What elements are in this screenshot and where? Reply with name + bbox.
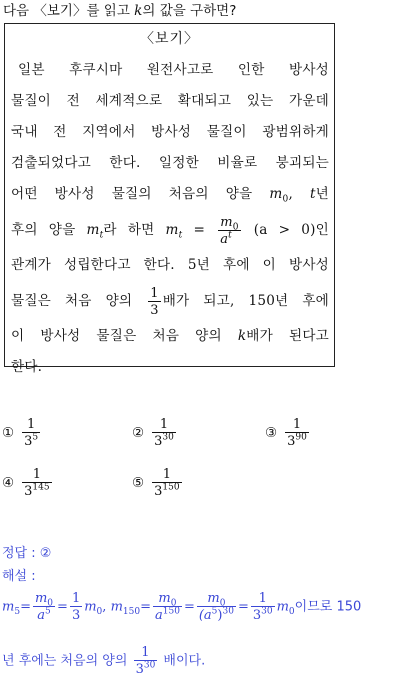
formula-eq: = xyxy=(182,222,217,238)
choice-5-exp: 150 xyxy=(162,482,180,493)
sol-frac-3-num: m xyxy=(158,591,171,606)
box-line-6-b: 라 하면 xyxy=(103,222,166,238)
sol-frac-1-num: m xyxy=(34,591,48,606)
var-m0: m xyxy=(269,186,283,202)
one-third-den: 3 xyxy=(150,302,159,318)
sol-eq-2: = xyxy=(57,599,68,615)
formula-den-sup: t xyxy=(228,230,232,241)
choice-5-mark: ⑤ xyxy=(132,475,145,491)
sol-frac-3 xyxy=(153,592,182,622)
choice-3-exp: 90 xyxy=(295,432,307,443)
box-line-1-text: 일본 후쿠시마 원전사고로 인한 방사성 xyxy=(18,62,329,78)
box-line-6-c: 인 xyxy=(315,222,329,238)
sol-line-2-fraction xyxy=(134,646,158,676)
explanation-label: 해설 : xyxy=(2,569,36,584)
sol-frac-4-den: (a xyxy=(198,608,212,623)
box-line-9-a: 이 방사성 물질은 처음 양의 xyxy=(11,328,238,344)
sol-frac-4-den-sup: 30 xyxy=(222,606,234,617)
sol-line-2-den: 3 xyxy=(135,662,144,677)
sol-eq-5: = xyxy=(237,599,249,615)
sol-m0: m xyxy=(84,599,97,615)
var-mt-sub: t xyxy=(99,230,104,241)
sol-tail-sub: 0 xyxy=(288,607,295,618)
sol-frac-4-den-close: ) xyxy=(217,608,223,623)
choice-2-num: 1 xyxy=(159,417,169,432)
box-line-5-b: , xyxy=(288,186,310,202)
sol-line-2-b: 배이다. xyxy=(159,653,206,669)
box-line-6 xyxy=(11,210,329,250)
choice-4[interactable] xyxy=(2,468,54,498)
choice-2[interactable] xyxy=(132,418,178,448)
sol-frac-3-den: a xyxy=(154,608,163,623)
solution-line-2 xyxy=(2,646,205,676)
sol-eq-4: = xyxy=(183,599,195,615)
sol-frac-1-den-sup: 5 xyxy=(45,606,51,617)
sol-line-2-den-sup: 30 xyxy=(143,660,156,671)
box-line-5-a: 어떤 방사성 물질의 처음의 양을 xyxy=(11,186,270,202)
choice-5-fraction xyxy=(152,468,181,498)
sol-frac-2-den: 3 xyxy=(71,608,81,623)
formula-condition: (a > 0) xyxy=(253,222,316,238)
var-t: t xyxy=(309,186,316,202)
box-line-5-c: 년 xyxy=(315,186,329,202)
solution-line-1 xyxy=(2,592,400,622)
box-line-9-b: 배가 된다고 xyxy=(246,328,329,344)
formula-lhs-sub: t xyxy=(178,230,183,241)
choice-3[interactable] xyxy=(265,418,311,448)
sol-frac-4-num: m xyxy=(207,591,220,606)
question-var-k: k xyxy=(134,3,143,19)
choice-4-fraction xyxy=(22,468,51,498)
choice-2-fraction xyxy=(152,418,176,448)
one-third-fraction xyxy=(148,287,160,317)
box-line-5 xyxy=(11,179,329,210)
choice-3-base: 3 xyxy=(287,434,296,449)
sol-comma: , xyxy=(102,599,107,615)
var-mt: m xyxy=(86,222,100,238)
box-line-3: 국내 전 지역에서 방사성 물질이 광범위하게 xyxy=(11,124,329,140)
sol-frac-5: $\frac{1}{3^{30}}$ xyxy=(252,591,273,623)
sol-m0-sub: 0 xyxy=(96,607,103,618)
box-line-8-a: 물질은 처음 양의 xyxy=(11,293,147,309)
formula-den: a xyxy=(220,231,229,247)
box-title: 〈보기〉 xyxy=(139,31,200,47)
sol-frac-2-num: 1 xyxy=(71,591,81,606)
choice-1[interactable] xyxy=(2,418,42,448)
box-line-2: 물질이 전 세계적으로 확대되고 있는 가운데 xyxy=(11,93,329,109)
sol-frac-5-den-sup: 30 xyxy=(261,606,273,617)
sol-frac-5-num: 1 xyxy=(258,591,267,606)
box-line-7: 관계가 성립한다고 한다. 5년 후에 이 방사성 xyxy=(11,257,329,273)
sol-frac-4 xyxy=(197,592,236,622)
var-k: k xyxy=(237,328,247,344)
sol-frac-1-den: a xyxy=(37,608,46,623)
box-line-8 xyxy=(11,281,329,321)
reading-box xyxy=(4,23,335,375)
sol-line-2-a: 년 후에는 처음의 양의 xyxy=(2,653,132,669)
question-prefix: 다음 〈보기〉를 읽고 xyxy=(3,3,135,19)
choice-1-num: 1 xyxy=(26,417,36,432)
sol-frac-1 xyxy=(33,592,55,622)
formula-lhs: m xyxy=(165,222,179,238)
choice-3-mark: ③ xyxy=(265,425,278,441)
sol-eq-3: = xyxy=(140,599,151,615)
box-line-4: 검출되었다고 한다. 일정한 비율로 붕괴되는 xyxy=(11,155,329,171)
sol-frac-4-den-inner-sup: 5 xyxy=(211,606,218,617)
choice-1-exp: 5 xyxy=(32,432,39,443)
sol-eq-1: = xyxy=(20,599,31,615)
sol-frac-3-num-sub: 0 xyxy=(170,598,177,609)
sol-m5: m xyxy=(2,599,15,615)
var-m0-sub: 0 xyxy=(282,194,289,205)
sol-m5-sub: 5 xyxy=(14,607,21,618)
sol-tail-m: m xyxy=(276,599,289,615)
sol-frac-4-num-sub: 0 xyxy=(219,598,226,609)
answer-line: 정답 : ② xyxy=(2,546,52,561)
sol-frac-2 xyxy=(70,592,82,622)
formula-fraction xyxy=(218,216,240,246)
sol-frac-1-num-sub: 0 xyxy=(47,598,54,609)
box-line-1 xyxy=(11,55,329,86)
choice-3-num: 1 xyxy=(292,417,302,432)
box-line-6-a: 후의 양을 xyxy=(11,222,87,238)
choice-3-fraction xyxy=(285,418,309,448)
choice-2-base: 3 xyxy=(154,434,163,449)
box-line-10: 한다. xyxy=(11,359,43,375)
choice-1-base: 3 xyxy=(24,434,33,449)
choice-4-base: 3 xyxy=(24,484,33,499)
sol-line-2-num: 1 xyxy=(141,645,150,660)
box-line-9 xyxy=(11,321,329,352)
formula-num-sub: 0 xyxy=(232,222,239,233)
choice-2-exp: 30 xyxy=(162,432,174,443)
formula-num: m xyxy=(220,214,233,230)
choice-5-num: 1 xyxy=(162,467,171,482)
question-header xyxy=(3,2,397,20)
choice-4-num: 1 xyxy=(32,467,41,482)
sol-m150: m xyxy=(110,599,123,615)
sol-frac-3-den-sup: 150 xyxy=(162,606,180,617)
question-suffix: 의 값을 구하면? xyxy=(142,3,237,19)
one-third-num: 1 xyxy=(150,285,159,301)
box-line-8-b: 배가 되고, 150년 후에 xyxy=(162,293,330,309)
choice-2-mark: ② xyxy=(132,425,145,441)
choice-1-fraction xyxy=(22,418,40,448)
sol-tail-text: 이므로 150 xyxy=(294,599,362,615)
choice-4-mark: ④ xyxy=(2,475,15,491)
box-body xyxy=(11,55,329,383)
sol-m150-sub: 150 xyxy=(122,607,141,618)
choice-5-base: 3 xyxy=(154,484,163,499)
choice-5[interactable] xyxy=(132,468,184,498)
choice-1-mark: ① xyxy=(2,425,15,441)
choice-4-exp: 145 xyxy=(32,482,50,493)
